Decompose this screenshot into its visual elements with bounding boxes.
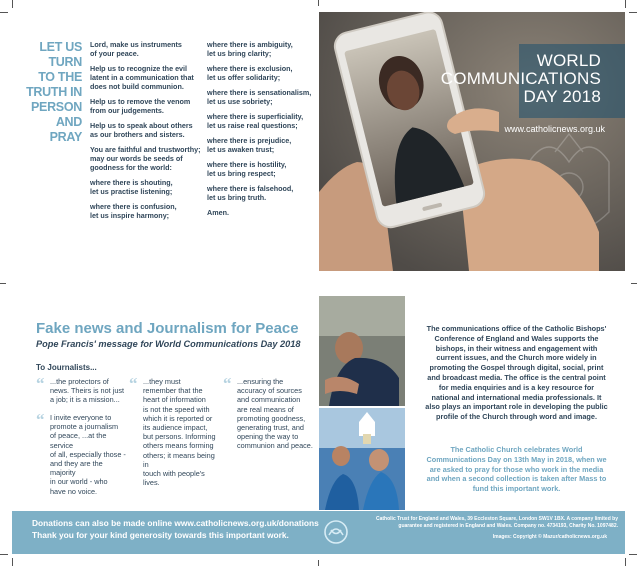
event-title-line: DAY 2018 — [523, 87, 601, 106]
donation-text: Donations can also be made online — [32, 518, 175, 528]
prayer-verse: where there is sensationalism, let us use sobriety; — [207, 88, 312, 106]
quote-block — [36, 410, 128, 496]
prayer-heading-line: TURN — [48, 55, 82, 69]
photo-journalist-illustration — [319, 296, 405, 406]
quote-block — [36, 374, 128, 405]
footer-banner — [12, 511, 625, 554]
website-link[interactable]: www.catholicnews.org.uk — [504, 124, 605, 134]
quote-text: ...they must remember that the heart of information is not the speed with which it is reported or its audience impact, but persons. Informing others means forming others; it means being in touch with people's lives. — [143, 377, 216, 488]
article-intro: To Journalists... — [36, 363, 97, 372]
prayer-verse: where there is exclusion, let us offer solidarity; — [207, 64, 293, 82]
prayer-heading-line: AND — [55, 115, 82, 129]
prayer-verse: Help us to remove the venom from our judgements. — [90, 97, 191, 115]
prayer-heading-line: LET US — [39, 40, 82, 54]
article-title: Fake news and Journalism for Peace — [36, 320, 299, 337]
info-paragraph: The communications office of the Catholic Bishops' Conference of England and Wales supports the bishops, in their witness and engagement with current issues, and the Church more widely in promoting the Gospel through digital, social, print and broadcast media. The office is the central point for media enquiries and is a key resource for national and international media professionals. It also plays an important role in developing the public profile of the Church through word and image. — [425, 324, 608, 422]
quote-mark-icon: “ — [36, 374, 45, 393]
info-highlight: The Catholic Church celebrates World Communications Day on 13th May in 2018, when we are asked to pray for those who work in the media and when a second collection is taken after Mass to fund this important work. — [426, 445, 607, 494]
prayer-column-2 — [207, 40, 313, 223]
quote-text: ...the protectors of news. Theirs is not just a job; it is a mission... — [50, 377, 125, 405]
prayer-heading-line: PRAY — [49, 130, 82, 144]
photo-crowd — [319, 408, 405, 510]
prayer-verse: Amen. — [207, 208, 229, 217]
prayer-verse: Help us to recognize the evil latent in a communication that does not build communion. — [90, 64, 194, 91]
thanks-text: Thank you for your kind generosity towards this important work. — [32, 530, 289, 540]
quote-block — [129, 374, 221, 488]
prayer-verse: Lord, make us instruments of your peace. — [90, 40, 182, 58]
prayer-verse: You are faithful and trustworthy; may our words be seeds of goodness for the world: — [90, 145, 201, 172]
prayer-verse: where there is ambiguity, let us bring clarity; — [207, 40, 293, 58]
quote-mark-icon: “ — [223, 374, 232, 393]
bishops-conference-logo-icon — [322, 518, 350, 546]
event-title-line: WORLD — [536, 51, 601, 70]
prayer-verse: where there is prejudice, let us awaken trust; — [207, 136, 292, 154]
quote-mark-icon: “ — [36, 410, 45, 429]
prayer-verse: where there is hostility, let us bring respect; — [207, 160, 287, 178]
prayer-column-1 — [90, 40, 202, 226]
quote-text: ...ensuring the accuracy of sources and communication are real means of promoting goodness, generating trust, and opening the way to communion and peace. — [237, 377, 313, 451]
quote-block — [223, 374, 318, 451]
prayer-heading-line: TO THE — [38, 70, 82, 84]
event-title — [441, 52, 601, 106]
prayer-verse: Help us to speak about others as our brothers and sisters. — [90, 121, 193, 139]
prayer-heading — [22, 40, 82, 145]
donation-line — [32, 518, 319, 528]
article-subtitle: Pope Francis' message for World Communications Day 2018 — [36, 339, 301, 349]
photo-crowd-illustration — [319, 408, 405, 510]
photo-journalist — [319, 296, 405, 406]
event-title-line: COMMUNICATIONS — [440, 69, 601, 88]
prayer-verse: where there is falsehood, let us bring truth. — [207, 184, 294, 202]
prayer-verse: where there is superficiality, let us raise real questions; — [207, 112, 304, 130]
quote-mark-icon: “ — [129, 374, 138, 393]
image-credit: Images: Copyright © Mazur/catholicnews.org.uk — [492, 534, 607, 540]
legal-notice: Catholic Trust for England and Wales, 39 Eccleston Square, London SW1V 1BX. A company limited by guarantee and registered in England and Wales. Company no. 4734193, Charity No. 1097482. — [376, 516, 618, 529]
prayer-heading-line: TRUTH IN — [26, 85, 82, 99]
prayer-verse: where there is confusion, let us inspire harmony; — [90, 202, 177, 220]
prayer-heading-line: PERSON — [31, 100, 82, 114]
hero-image — [319, 12, 625, 271]
prayer-verse: where there is shouting, let us practise listening; — [90, 178, 173, 196]
donation-link[interactable]: www.catholicnews.org.uk/donations — [174, 518, 319, 528]
quote-text: I invite everyone to promote a journalism of peace, ...at the service of all, especially those - and they are the majority in our world - who have no voice. — [50, 413, 126, 496]
